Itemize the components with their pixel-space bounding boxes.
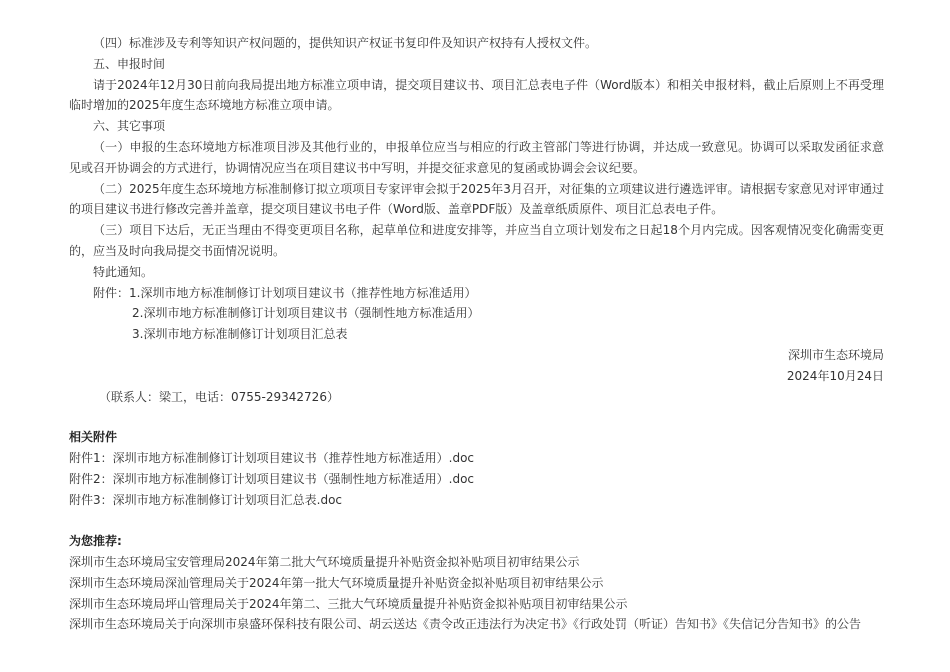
related-attachments-title: 相关附件: [69, 430, 118, 444]
list-item: [69, 469, 884, 490]
recommended-link-3[interactable]: 深圳市生态环境局坪山管理局关于2024年第二、三批大气环境质量提升补贴资金拟补贴项目初审结果公示: [69, 596, 628, 611]
submission-time-paragraph: 请于2024年12月30日前向我局提出地方标准立项申请，提交项目建议书、项目汇总表电子件（Word版本）和相关申报材料，截止后原则上不再受理临时增加的2025年度生态环境地方标准立项申请。: [69, 77, 884, 113]
signature: 深圳市生态环境局: [787, 347, 884, 362]
attachment-download-link-1[interactable]: 附件1：深圳市地方标准制修订计划项目建议书（推荐性地方标准适用）.doc: [69, 451, 475, 465]
related-attachments-section: [69, 427, 884, 510]
attachments-label: 附件：: [93, 285, 130, 300]
other-matters-item-2: （二）2025年度生态环境地方标准制修订拟立项项目专家评审会拟于2025年3月召开，对征集的立项建议进行遴选评审。请根据专家意见对评审通过的项目建议书进行修改完善并盖章，提交项目建议书电子件（Word版、盖章PDF版）及盖章纸质原件、项目汇总表电子件。: [69, 181, 884, 217]
list-item: [69, 573, 884, 594]
item-4-text: （四）标准涉及专利等知识产权问题的，提供知识产权证书复印件及知识产权持有人授权文件。: [93, 36, 598, 50]
attachment-line-3: 3.深圳市地方标准制修订计划项目汇总表: [132, 327, 348, 342]
list-item: [69, 490, 884, 511]
attachment-name-1: 1.深圳市地方标准制修订计划项目建议书（推荐性地方标准适用）: [129, 285, 477, 300]
list-item: [69, 594, 884, 615]
recommended-link-1[interactable]: 深圳市生态环境局宝安管理局2024年第二批大气环境质量提升补贴资金拟补贴项目初审结果公示: [69, 555, 580, 569]
list-item: [69, 614, 884, 635]
section-heading-submission-time: 五、申报时间: [93, 56, 166, 71]
recommendations-section: [69, 531, 884, 635]
other-matters-item-1: （一）申报的生态环境地方标准项目涉及其他行业的，申报单位应当与相应的行政主管部门等进行协调，并达成一致意见。协调可以采取发函征求意见或召开协调会的方式进行，协调情况应当在项目建议书中写明，并提交征求意见的复函或协调会会议纪要。: [69, 139, 884, 175]
related-attachments-list: [69, 448, 884, 510]
recommendations-list: [69, 552, 884, 635]
recommended-link-4[interactable]: 深圳市生态环境局关于向深圳市泉盛环保科技有限公司、胡云送达《责令改正违法行为决定书》《行政处罚（听证）告知书》《失信记分告知书》的公告: [69, 617, 862, 632]
attachment-line-1: [69, 283, 884, 304]
section-heading-other-matters: 六、其它事项: [93, 119, 166, 134]
recommended-link-2[interactable]: 深圳市生态环境局深汕管理局关于2024年第一批大气环境质量提升补贴资金拟补贴项目初审结果公示: [69, 575, 604, 590]
other-matters-item-3: （三）项目下达后，无正当理由不得变更项目名称，起草单位和进度安排等，并应当自立项计划发布之日起18个月内完成。因客观情况变化确需变更的，应当及时向我局提交书面情况说明。: [69, 223, 884, 258]
list-item: [69, 552, 884, 573]
attachment-download-link-3[interactable]: 附件3：深圳市地方标准制修订计划项目汇总表.doc: [69, 492, 343, 507]
article-body: [69, 33, 884, 407]
issue-date: 2024年10月24日: [786, 368, 884, 383]
attachment-download-link-2[interactable]: 附件2：深圳市地方标准制修订计划项目建议书（强制性地方标准适用）.doc: [69, 471, 475, 486]
contact-info: （联系人：梁工，电话：0755-29342726）: [99, 389, 339, 404]
recommendations-title: 为您推荐:: [69, 534, 122, 548]
closing-notice: 特此通知。: [93, 264, 154, 279]
list-item: [69, 448, 884, 469]
attachment-line-2: 2.深圳市地方标准制修订计划项目建议书（强制性地方标准适用）: [132, 306, 480, 321]
